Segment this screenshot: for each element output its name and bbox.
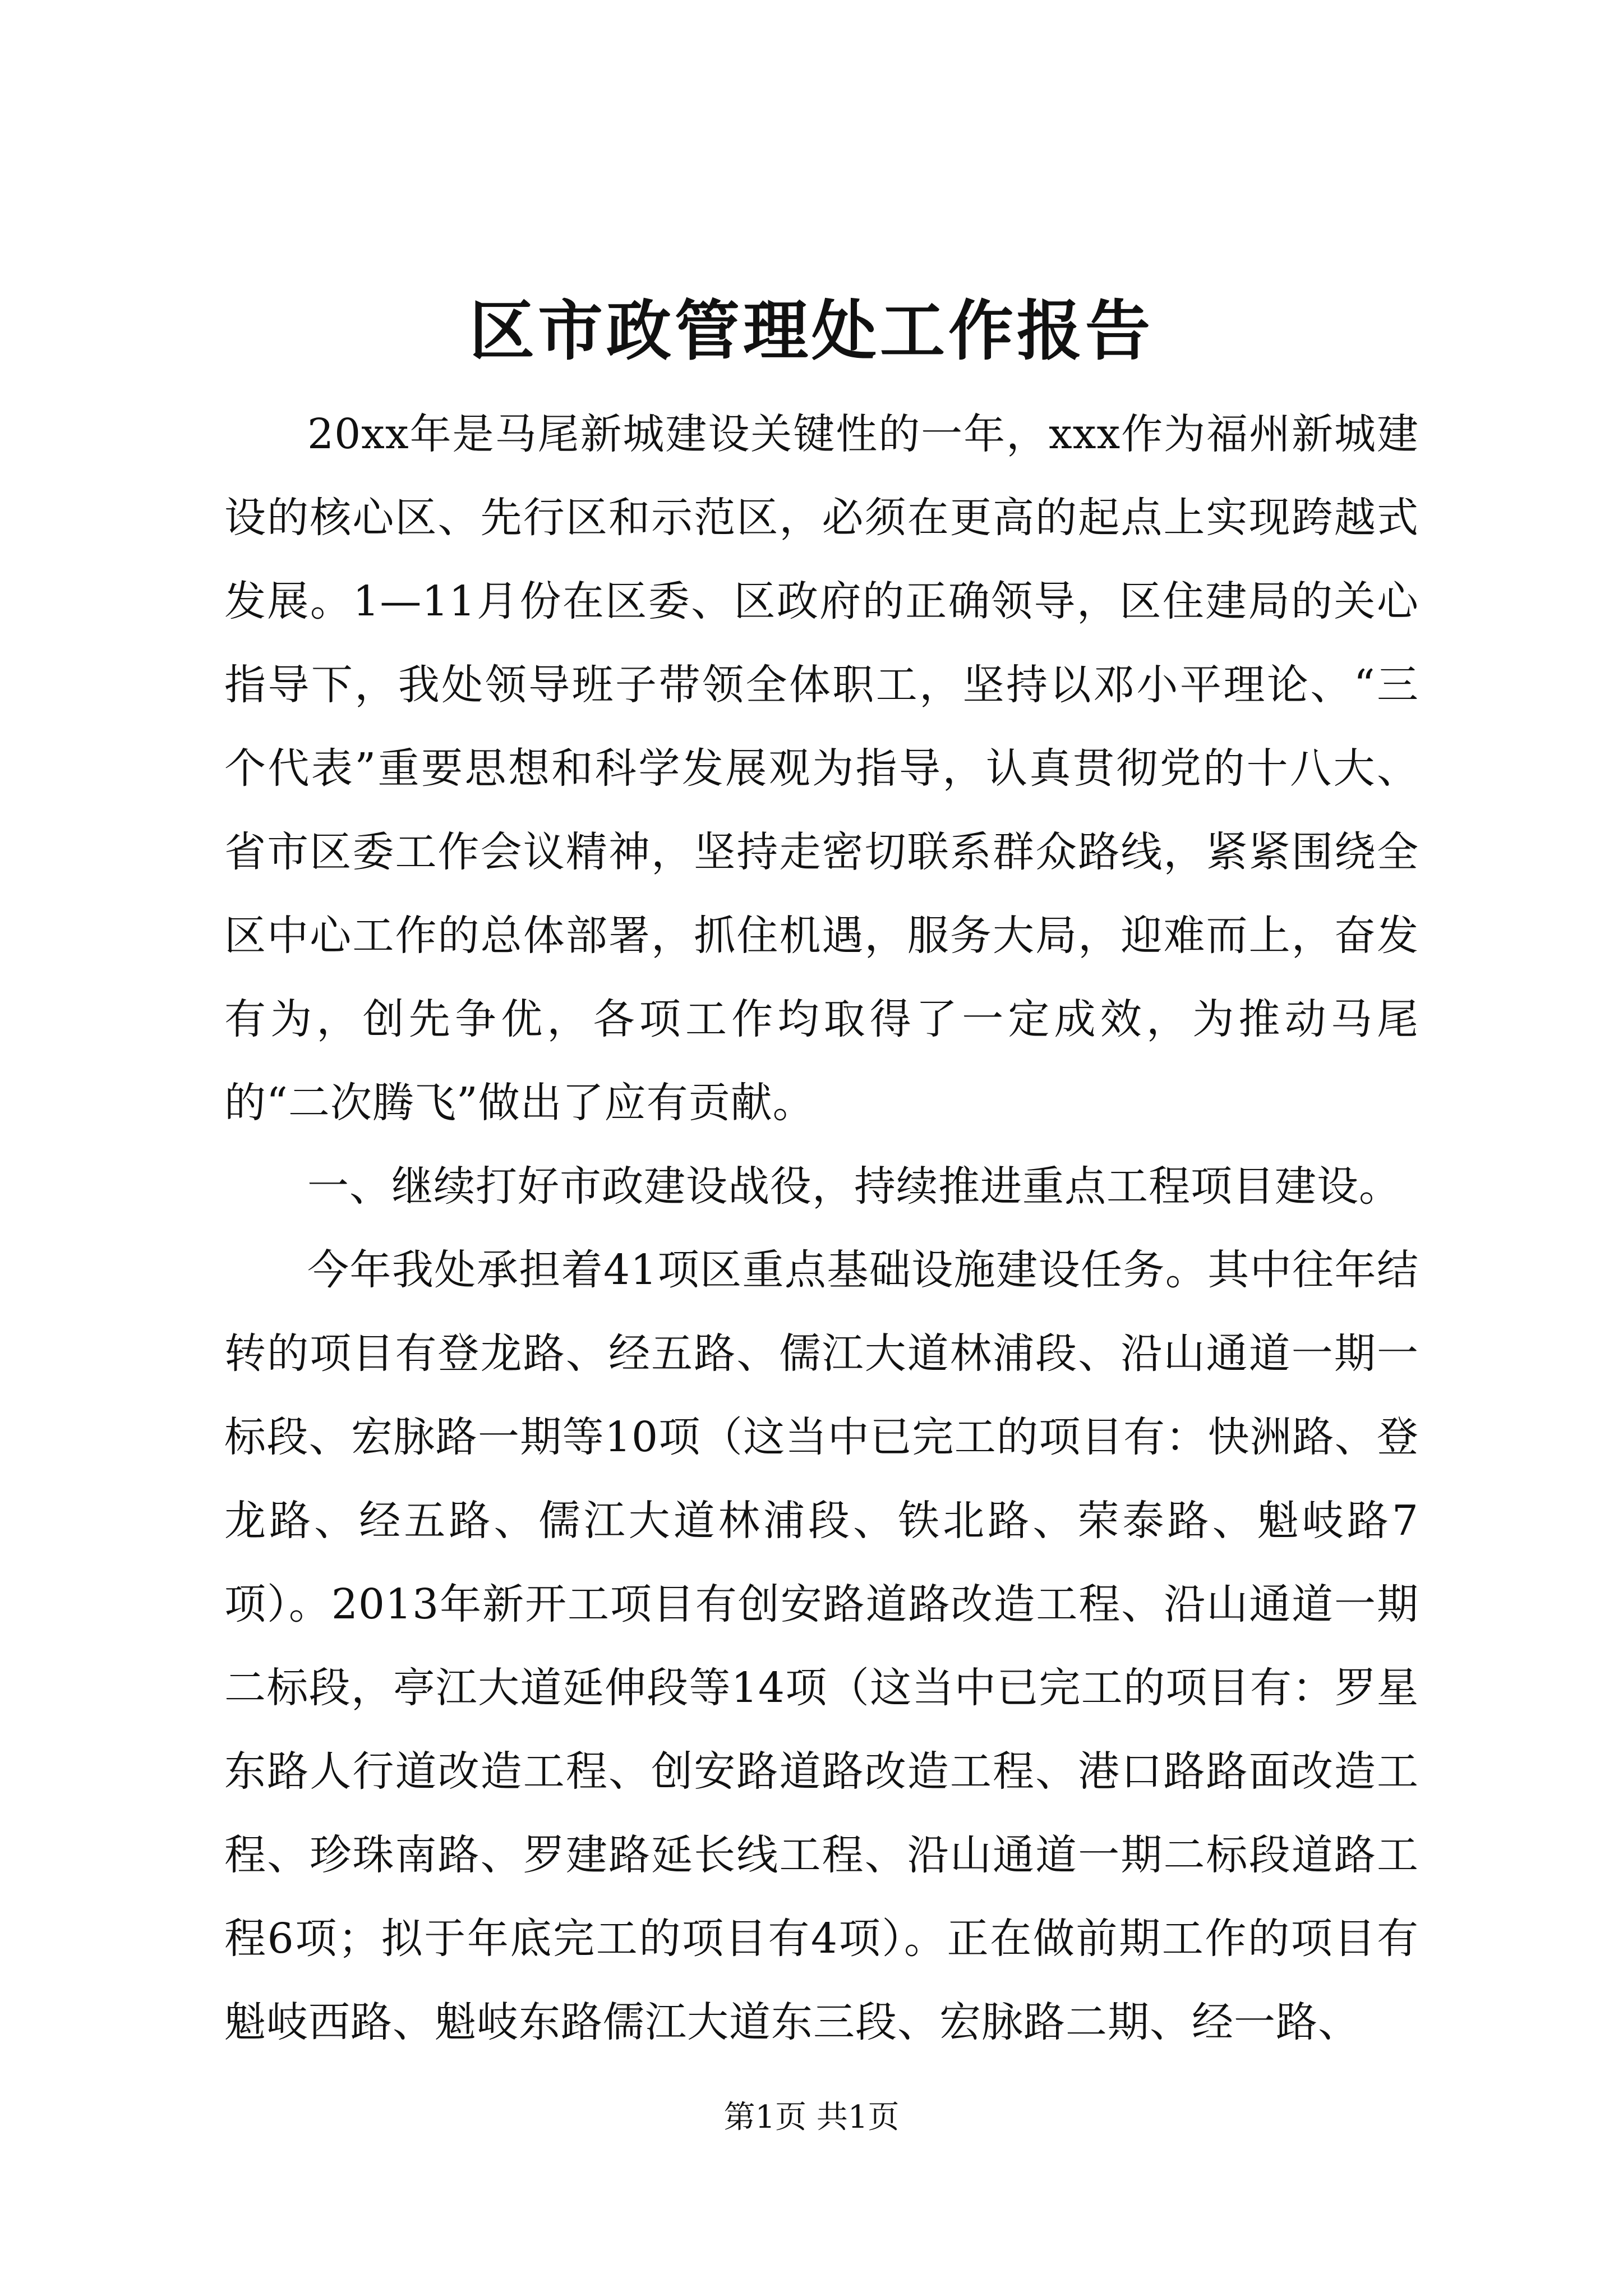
paragraph-projects: 今年我处承担着41项区重点基础设施建设任务。其中往年结转的项目有登龙路、经五路、儒江大道林浦段、沿山通道一期一标段、宏脉路一期等10项（这当中已完工的项目有：快洲路、登龙路、经五路、儒江大道林浦段、铁北路、荣泰路、魁岐路7项）。2013年新开工项目有创安路道路改造工程、沿山通道一期二标段，亭江大道延伸段等14项（这当中已完工的项目有：罗星东路人行道改造工程、创安路道路改造工程、港口路路面改造工程、珍珠南路、罗建路延长线工程、沿山通道一期二标段道路工程6项；拟于年底完工的项目有4项）。正在做前期工作的项目有魁岐西路、魁岐东路儒江大道东三段、宏脉路二期、经一路、 [224,1246,1419,2046]
paragraph-intro: 20xx年是马尾新城建设关键性的一年，xxx作为福州新城建设的核心区、先行区和示范区，必须在更高的起点上实现跨越式发展。1—11月份在区委、区政府的正确领导，区住建局的关心指导下，我处领导班子带领全体职工，坚持以邓小平理论、“三个代表”重要思想和科学发展观为指导，认真贯彻党的十八大、省市区委工作会议精神，坚持走密切联系群众路线，紧紧围绕全区中心工作的总体部署，抓住机遇，服务大局，迎难而上，奋发有为，创先争优，各项工作均取得了一定成效，为推动马尾的“二次腾飞”做出了应有贡献。 [224,410,1419,1127]
page-footer: 第1页 共1页 [723,2099,900,2136]
document-title: 区市政管理处工作报告 [469,293,1154,369]
paragraph-section-heading: 一、继续打好市政建设战役，持续推进重点工程项目建设。 [307,1162,1401,1211]
document-body [224,393,1419,2064]
